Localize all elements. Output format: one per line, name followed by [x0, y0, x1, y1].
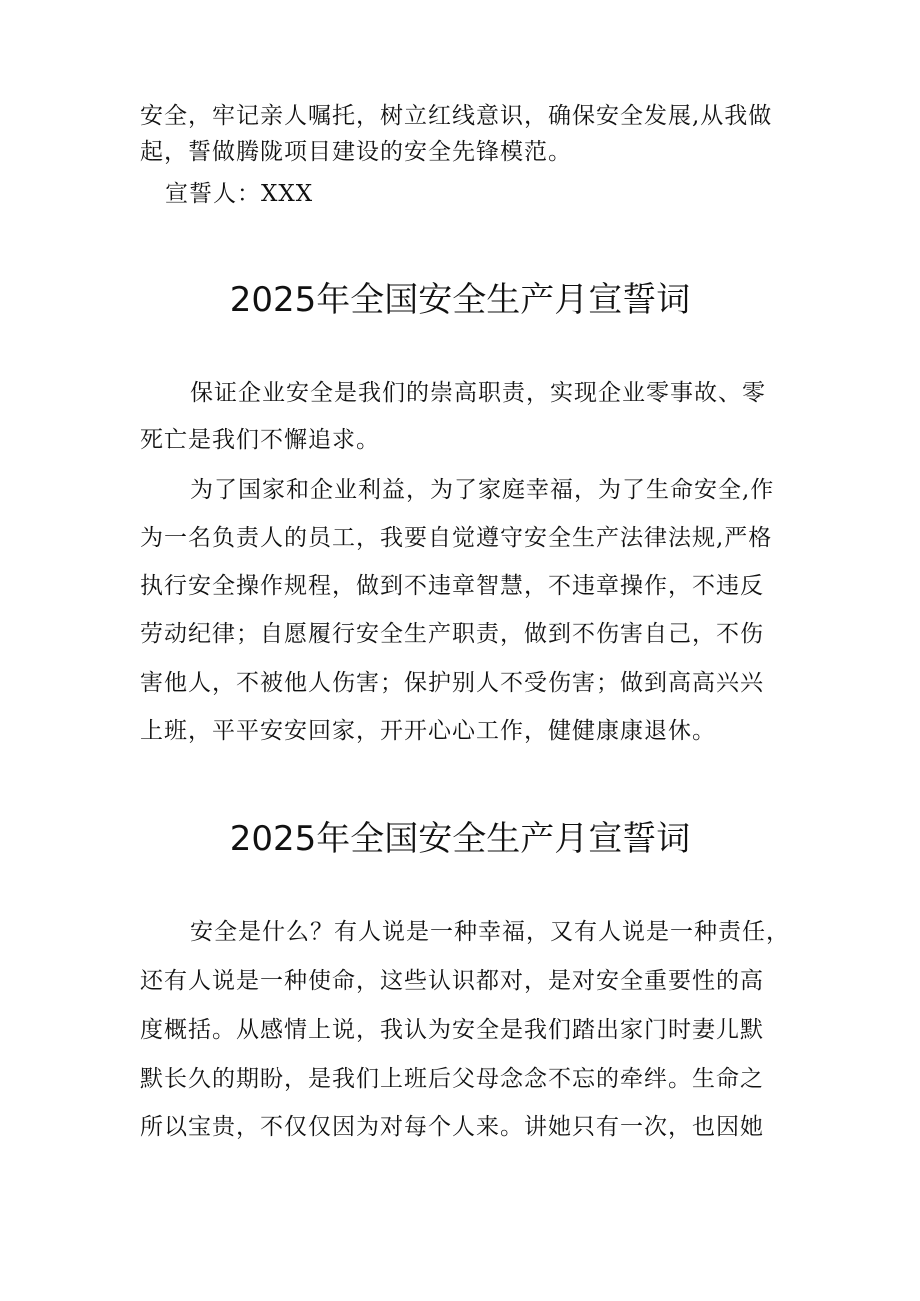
- section-title: 2025年全国安全生产月宣誓词: [229, 819, 691, 859]
- paragraph-line: 害他人，不被他人伤害；保护别人不受伤害；做到高高兴兴: [140, 670, 764, 696]
- paragraph-line: 安全是什么？有人说是一种幸福，又有人说是一种责任，: [190, 919, 790, 945]
- paragraph-line: 执行安全操作规程，做到不违章智慧，不违章操作，不违反: [140, 573, 764, 599]
- paragraph-line: 死亡是我们不懈追求。: [140, 427, 380, 453]
- section-title: 2025年全国安全生产月宣誓词: [229, 280, 691, 320]
- paragraph-line: 默长久的期盼，是我们上班后父母念念不忘的牵绊。生命之: [140, 1066, 764, 1092]
- paragraph-line: 为一名负责人的员工，我要自觉遵守安全生产法律法规,严格: [140, 525, 773, 551]
- paragraph-line: 安全，牢记亲人嘱托，树立红线意识，确保安全发展,从我做: [140, 103, 773, 129]
- paragraph-line: 度概括。从感情上说，我认为安全是我们踏出家门时妻儿默: [140, 1017, 764, 1043]
- paragraph-line: 保证企业安全是我们的崇高职责，实现企业零事故、零: [190, 380, 766, 406]
- paragraph-line: 所以宝贵，不仅仅因为对每个人来。讲她只有一次，也因她: [140, 1114, 764, 1140]
- paragraph-line: 上班，平平安安回家，开开心心工作，健健康康退休。: [140, 718, 716, 744]
- paragraph-line: 劳动纪律；自愿履行安全生产职责，做到不伤害自己，不伤: [140, 621, 764, 647]
- paragraph-line: 还有人说是一种使命，这些认识都对，是对安全重要性的高: [140, 968, 764, 994]
- signature-line: 宣誓人：XXX: [165, 181, 314, 207]
- paragraph-line: 为了国家和企业利益，为了家庭幸福，为了生命安全,作: [190, 477, 775, 503]
- paragraph-line: 起，誓做腾陇项目建设的安全先锋模范。: [140, 139, 572, 165]
